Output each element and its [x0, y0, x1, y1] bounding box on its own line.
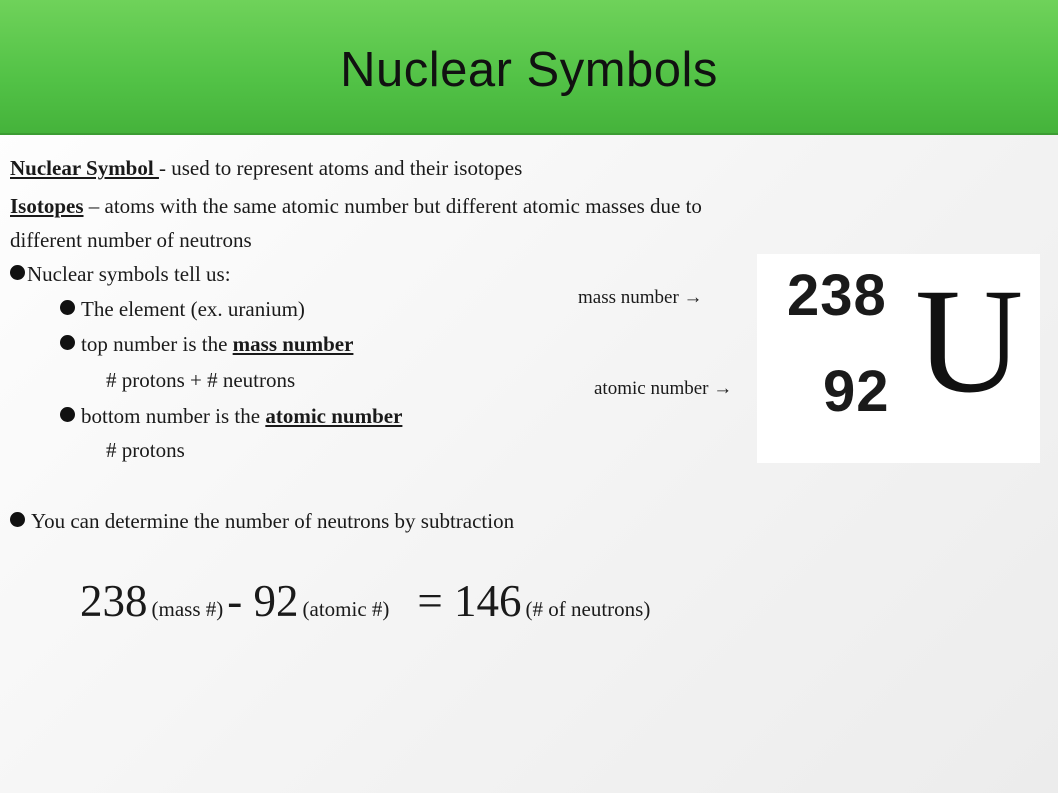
list-item-mass-prefix: top number is the — [81, 332, 233, 356]
term-nuclear-symbol: Nuclear Symbol — [10, 156, 159, 180]
symbol-atomic-number: 92 — [823, 359, 890, 424]
list-item-element — [60, 295, 305, 323]
eq-mass-note: (mass #) — [151, 597, 224, 621]
list-intro — [10, 260, 231, 288]
definition-nuclear-symbol — [10, 154, 522, 182]
list-item-subtraction — [10, 507, 514, 535]
symbol-element: U — [915, 258, 1024, 424]
bullet-icon — [10, 512, 25, 527]
bullet-icon — [60, 300, 75, 315]
list-intro-text: Nuclear symbols tell us: — [27, 262, 231, 286]
def-isotopes-2: different number of neutrons — [10, 228, 252, 252]
list-item-subtraction-text: You can determine the number of neutrons by subtraction — [31, 509, 515, 533]
mass-number-label: mass number → — [578, 287, 703, 308]
eq-atomic-note: (atomic #) — [302, 597, 390, 621]
bullet-icon — [10, 265, 25, 280]
atomic-number-formula: # protons — [106, 438, 185, 462]
term-isotopes: Isotopes — [10, 194, 84, 218]
eq-minus-atomic: - 92 — [227, 576, 299, 626]
list-item-mass-number — [60, 330, 353, 358]
term-mass-number: mass number — [232, 332, 354, 356]
symbol-mass-number: 238 — [787, 263, 887, 328]
eq-mass-value: 238 — [80, 576, 148, 626]
eq-result: = 146 — [417, 576, 522, 626]
page-title: Nuclear Symbols — [340, 43, 718, 97]
bullet-icon — [60, 335, 75, 350]
eq-result-note: (# of neutrons) — [525, 597, 651, 621]
list-item-atomic-number — [60, 402, 402, 430]
mass-number-formula: # protons + # neutrons — [106, 368, 296, 392]
neutron-equation — [80, 575, 650, 627]
title-bar — [0, 0, 1058, 135]
list-item-element-text: The element (ex. uranium) — [81, 297, 305, 321]
nuclear-symbol-image — [757, 254, 1040, 463]
list-item-atomic-prefix: bottom number is the — [81, 404, 266, 428]
term-atomic-number: atomic number — [265, 404, 403, 428]
def-nuclear-symbol: - used to represent atoms and their isotopes — [158, 156, 523, 180]
atomic-number-label: atomic number → — [594, 378, 733, 399]
def-isotopes-1: – atoms with the same atomic number but different atomic masses due to — [83, 194, 702, 218]
definition-isotopes — [10, 192, 702, 220]
bullet-icon — [60, 407, 75, 422]
